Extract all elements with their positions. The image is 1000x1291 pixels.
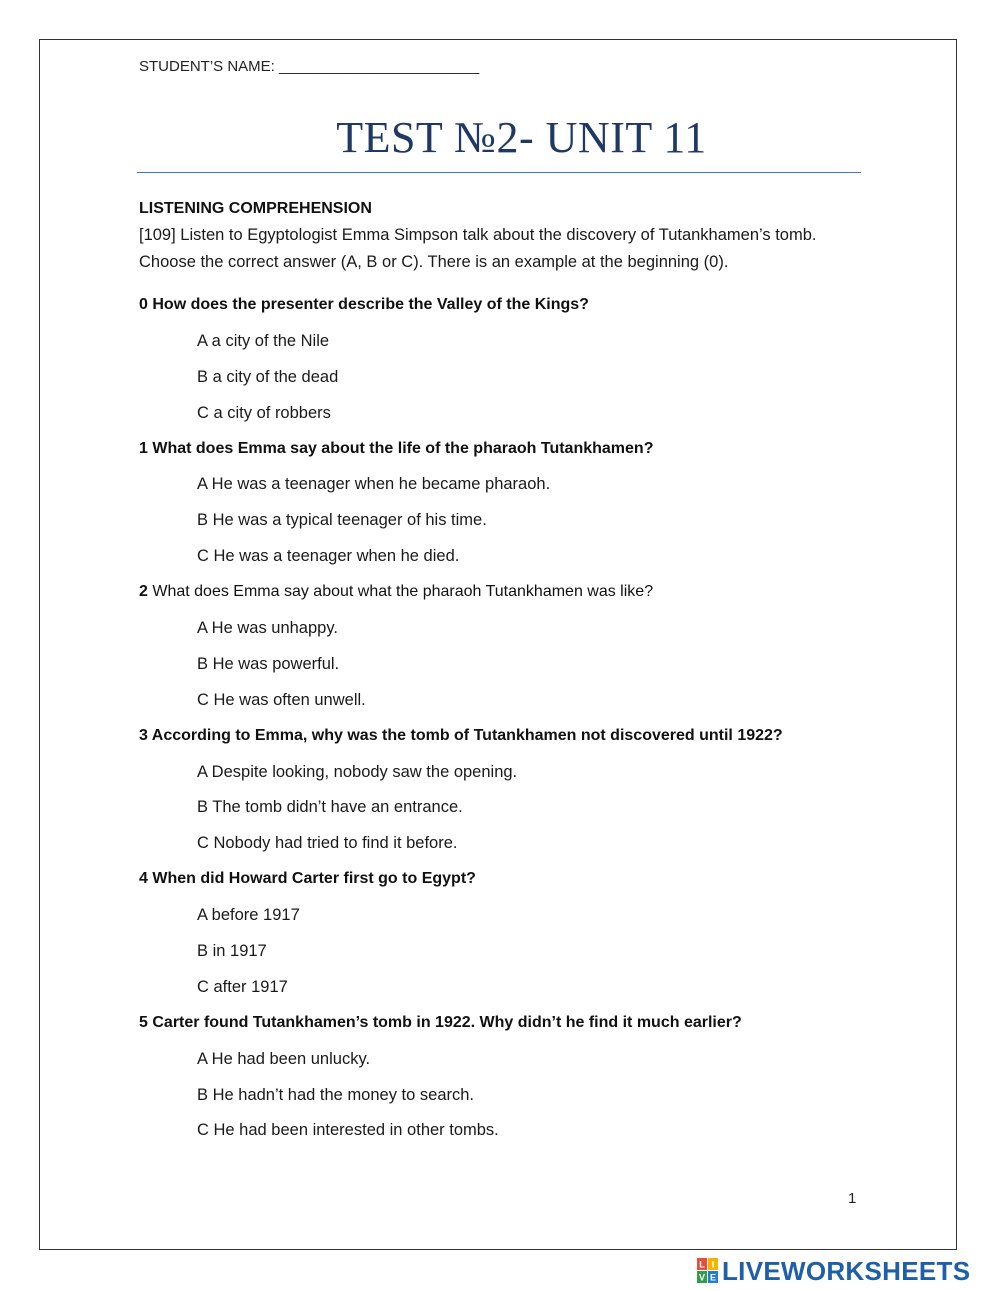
page-title: TEST №2- UNIT 11 — [336, 113, 707, 162]
svg-text:E: E — [709, 1272, 717, 1283]
question-number: 3 — [139, 726, 148, 744]
option-2-b[interactable]: B He was powerful. — [197, 654, 340, 673]
question-text: What does Emma say about the life of the pharaoh Tutankhamen? — [152, 439, 654, 457]
question-number: 1 — [139, 439, 148, 457]
option-0-b[interactable]: B a city of the dead — [197, 367, 339, 386]
option-1-b[interactable]: B He was a typical teenager of his time. — [197, 511, 487, 530]
question-text: When did Howard Carter first go to Egypt? — [152, 870, 476, 888]
option-5-c[interactable]: C He had been interested in other tombs. — [197, 1121, 499, 1140]
option-3-b[interactable]: B The tomb didn’t have an entrance. — [197, 798, 463, 817]
question-text: What does Emma say about what the pharaoh Tutankhamen was like? — [152, 583, 654, 601]
question-2 — [139, 579, 859, 615]
question-3 — [139, 723, 859, 759]
question-list — [139, 292, 859, 1153]
option-0-c[interactable]: C a city of robbers — [197, 403, 331, 422]
brand-text: LIVEWORKSHEETS — [722, 1255, 971, 1286]
question-0 — [139, 292, 859, 328]
question-number: 4 — [139, 870, 148, 888]
instructions-text: [109] Listen to Egyptologist Emma Simpson talk about the discovery of Tutankhamen’s tomb. Choose the correct answer (A, B or C). There is an example at the beginning (0). — [139, 226, 817, 271]
option-3-c[interactable]: C Nobody had tried to find it before. — [197, 834, 458, 853]
question-number: 5 — [139, 1013, 148, 1031]
title-divider — [137, 172, 861, 173]
option-4-c[interactable]: C after 1917 — [197, 977, 288, 996]
page-number: 1 — [848, 1190, 857, 1207]
svg-text:I: I — [711, 1259, 715, 1270]
svg-text:L: L — [699, 1259, 705, 1270]
section-heading: LISTENING COMPREHENSION — [139, 200, 372, 217]
question-4 — [139, 866, 859, 902]
svg-text:V: V — [698, 1272, 706, 1283]
question-1 — [139, 436, 859, 472]
question-5 — [139, 1010, 859, 1046]
option-1-c[interactable]: C He was a teenager when he died. — [197, 547, 460, 566]
option-1-a[interactable]: A He was a teenager when he became pharaoh. — [197, 475, 551, 494]
question-number: 2 — [139, 583, 148, 601]
liveworksheets-logo-icon — [697, 1258, 719, 1284]
option-2-c[interactable]: C He was often unwell. — [197, 690, 366, 709]
question-text: Carter found Tutankhamen’s tomb in 1922. Why didn’t he find it much earlier? — [152, 1013, 742, 1031]
liveworksheets-brand[interactable] — [697, 1256, 970, 1286]
question-number: 0 — [139, 296, 148, 313]
question-text: How does the presenter describe the Valley of the Kings? — [152, 296, 589, 313]
student-name-field[interactable]: STUDENT’S NAME: ________________________ — [139, 58, 480, 75]
question-text: According to Emma, why was the tomb of Tutankhamen not discovered until 1922? — [151, 726, 783, 744]
option-3-a[interactable]: A Despite looking, nobody saw the opening. — [197, 762, 518, 781]
option-5-a[interactable]: A He had been unlucky. — [197, 1049, 371, 1068]
option-4-a[interactable]: A before 1917 — [197, 906, 300, 925]
option-5-b[interactable]: B He hadn’t had the money to search. — [197, 1085, 475, 1104]
option-0-a[interactable]: A a city of the Nile — [197, 331, 330, 350]
option-2-a[interactable]: A He was unhappy. — [197, 619, 338, 638]
option-4-b[interactable]: B in 1917 — [197, 942, 267, 961]
